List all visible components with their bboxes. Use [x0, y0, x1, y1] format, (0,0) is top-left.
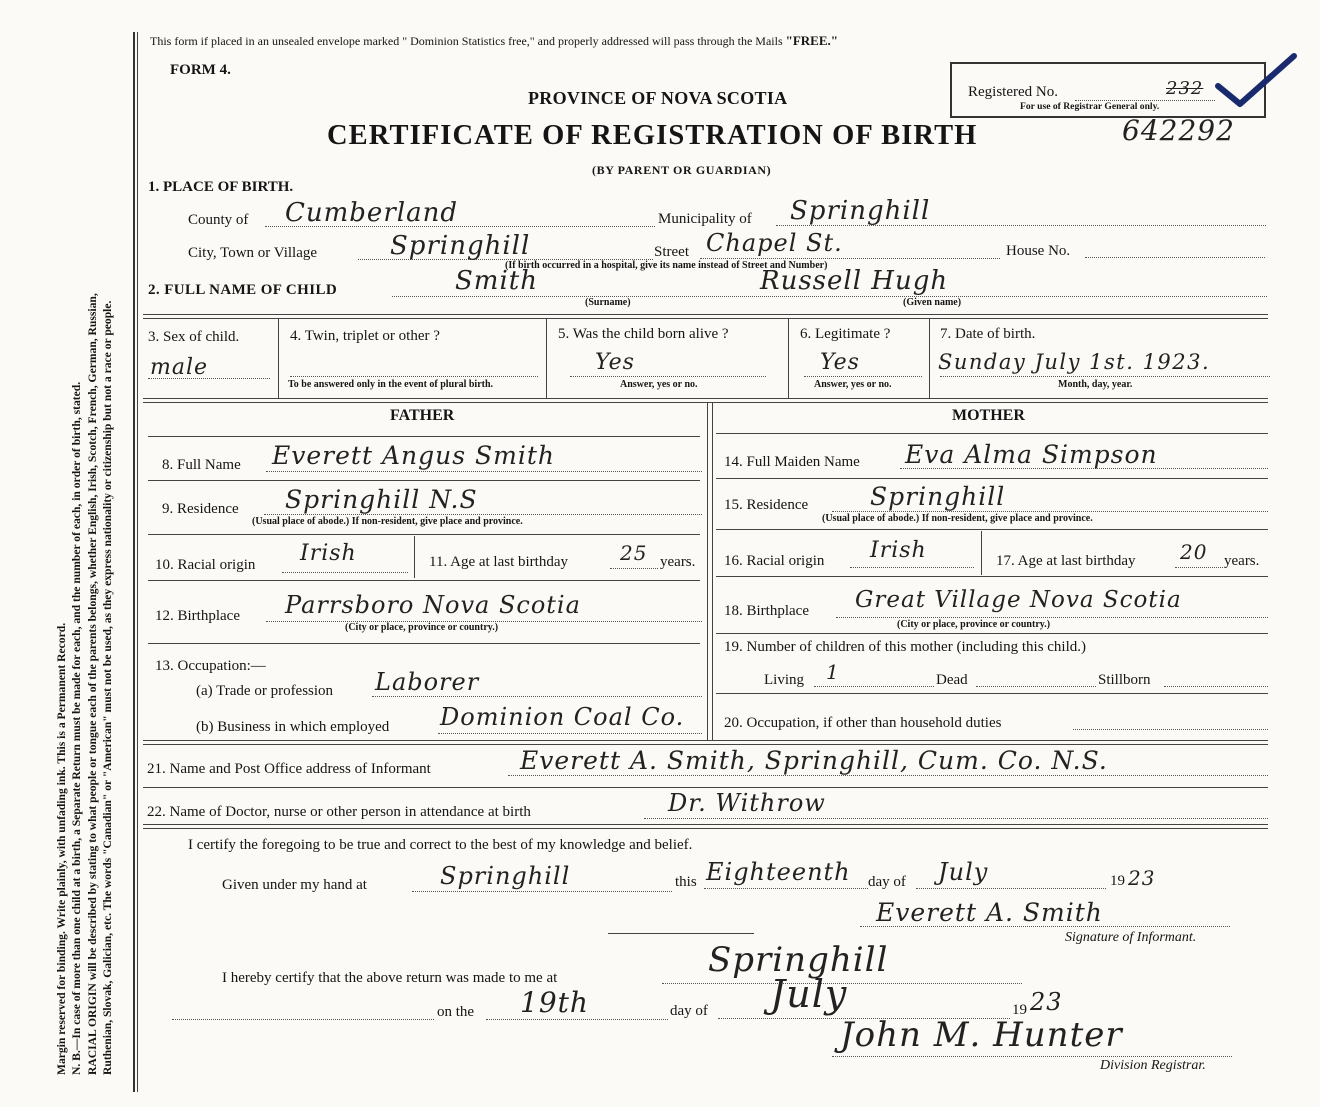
house-number-label: House No.: [1006, 243, 1071, 259]
living-label: Living: [764, 672, 804, 688]
stillborn-label: Stillborn: [1098, 672, 1151, 688]
registration-day-of-label: day of: [670, 1003, 708, 1019]
dob-label: 7. Date of birth.: [940, 326, 1036, 342]
registration-year-prefix: 19: [1012, 1002, 1027, 1018]
province-heading: PROVINCE OF NOVA SCOTIA: [528, 88, 788, 108]
place-of-birth-heading: 1. PLACE OF BIRTH.: [148, 179, 294, 195]
street-label: Street: [654, 244, 689, 260]
child-surname-value: Smith: [455, 266, 538, 296]
mother-age-years: years.: [1224, 553, 1260, 569]
father-birthplace-label: 12. Birthplace: [155, 608, 240, 624]
margin-line-3: RACIAL ORIGIN will be described by stating to what people or tongue each of the parents belongs, whether English, Irish, Scotch, French, German, Russian,: [85, 293, 99, 1075]
informant-value: Everett A. Smith, Springhill, Cum. Co. N.S.: [520, 746, 1108, 775]
registrar-signature: John M. Hunter: [840, 1015, 1123, 1055]
father-residence-value: Springhill N.S: [285, 485, 478, 514]
this-label: this: [675, 874, 697, 890]
informant-label: 21. Name and Post Office address of Informant: [147, 761, 431, 777]
hospital-note: (If birth occurred in a hospital, give its name instead of Street and Number): [505, 260, 828, 271]
business-label: (b) Business in which employed: [196, 719, 390, 735]
born-alive-value: Yes: [595, 350, 635, 375]
mother-birthplace-label: 18. Birthplace: [724, 603, 809, 619]
living-value: 1: [826, 660, 840, 684]
doctor-value: Dr. Withrow: [668, 789, 826, 817]
given-name-note: (Given name): [903, 297, 962, 308]
mother-birthplace-note: (City or place, province or country.): [897, 619, 1051, 630]
mother-race-value: Irish: [870, 538, 927, 563]
municipality-label: Municipality of: [658, 211, 752, 227]
sex-label: 3. Sex of child.: [148, 329, 240, 345]
division-registrar-label: Division Registrar.: [1100, 1058, 1206, 1073]
registration-number: 642292: [1122, 114, 1235, 147]
twin-note: To be answered only in the event of plural birth.: [288, 379, 494, 390]
mother-race-label: 16. Racial origin: [724, 553, 825, 569]
legitimate-value: Yes: [820, 350, 860, 375]
father-age-label: 11. Age at last birthday: [429, 554, 568, 570]
certificate-title: CERTIFICATE OF REGISTRATION OF BIRTH: [327, 120, 978, 151]
given-day-value: Eighteenth: [706, 858, 851, 886]
registration-month-value: July: [770, 972, 848, 1016]
father-name-value: Everett Angus Smith: [272, 441, 555, 470]
registered-label: Registered No.: [968, 84, 1058, 100]
mother-occupation-label: 20. Occupation, if other than household duties: [724, 715, 1002, 731]
twin-label: 4. Twin, triplet or other ?: [290, 328, 440, 344]
mother-age-label: 17. Age at last birthday: [996, 553, 1136, 569]
mother-residence-note: (Usual place of abode.) If non-resident, give place and province.: [822, 513, 1093, 524]
registration-year-value: 23: [1030, 988, 1063, 1016]
trade-value: Laborer: [375, 668, 480, 696]
born-alive-note: Answer, yes or no.: [620, 379, 698, 390]
margin-rule-inner: [137, 32, 138, 1092]
father-age-years: years.: [660, 554, 696, 570]
municipality-value: Springhill: [790, 196, 931, 226]
registered-number-struck: 232: [1166, 78, 1204, 99]
city-value: Springhill: [390, 231, 531, 261]
father-race-label: 10. Racial origin: [155, 557, 256, 573]
margin-line-4: Ruthenian, Slovak, Galician, etc. The words "Canadian" or "American" must not be used, as they express nationality or citizenship but not a race or people.: [100, 300, 114, 1075]
dob-note: Month, day, year.: [1058, 379, 1133, 390]
surname-note: (Surname): [585, 297, 631, 308]
mail-notice-free: "FREE.": [785, 33, 838, 48]
registration-place-value: Springhill: [708, 940, 889, 980]
given-month-value: July: [938, 858, 989, 886]
born-alive-label: 5. Was the child born alive ?: [558, 326, 729, 342]
legitimate-note: Answer, yes or no.: [814, 379, 892, 390]
registration-day-value: 19th: [520, 986, 589, 1019]
county-value: Cumberland: [285, 198, 458, 228]
mother-birthplace-value: Great Village Nova Scotia: [855, 587, 1182, 613]
informant-signature: Everett A. Smith: [876, 898, 1103, 927]
mother-name-label: 14. Full Maiden Name: [724, 454, 860, 470]
legitimate-label: 6. Legitimate ?: [800, 326, 891, 342]
father-name-label: 8. Full Name: [162, 457, 241, 473]
margin-line-1: Margin reserved for binding. Write plainly, with unfading ink. This is a Permanent Record.: [55, 622, 68, 1075]
certificate-subtitle: (BY PARENT OR GUARDIAN): [592, 163, 772, 177]
mother-heading: MOTHER: [952, 407, 1025, 424]
child-given-name-value: Russell Hugh: [760, 266, 949, 296]
father-occupation-label: 13. Occupation:—: [155, 658, 266, 674]
father-race-value: Irish: [300, 541, 357, 566]
given-under-label: Given under my hand at: [222, 877, 367, 893]
given-year-prefix: 19: [1110, 873, 1125, 889]
hereby-certify: I hereby certify that the above return was made to me at: [222, 970, 558, 986]
mother-name-value: Eva Alma Simpson: [905, 440, 1158, 469]
mother-age-value: 20: [1180, 540, 1208, 564]
checkmark-icon: [1210, 52, 1300, 112]
day-of-label: day of: [868, 874, 906, 890]
father-age-value: 25: [620, 541, 648, 565]
children-count-label: 19. Number of children of this mother (including this child.): [724, 639, 1087, 655]
dead-label: Dead: [936, 672, 968, 688]
certify-statement: I certify the foregoing to be true and correct to the best of my knowledge and belief.: [188, 837, 693, 853]
margin-line-2: N. B.—In case of more than one child at a birth, a Separate Return must be made for each, and the number of each, in order of birth, stated.: [70, 381, 84, 1075]
mother-residence-value: Springhill: [870, 482, 1006, 511]
dob-value: Sunday July 1st. 1923.: [938, 350, 1211, 374]
father-birthplace-value: Parrsboro Nova Scotia: [285, 591, 581, 619]
child-name-label: 2. FULL NAME OF CHILD: [148, 282, 338, 298]
father-residence-label: 9. Residence: [162, 501, 239, 517]
given-year-value: 23: [1128, 866, 1156, 890]
street-value: Chapel St.: [706, 229, 843, 257]
mother-residence-label: 15. Residence: [724, 497, 809, 513]
registrar-note: For use of Registrar General only.: [1020, 101, 1160, 112]
on-the-label: on the: [437, 1004, 475, 1020]
county-label: County of: [188, 212, 249, 228]
father-residence-note: (Usual place of abode.) If non-resident, give place and province.: [252, 516, 523, 527]
father-birthplace-note: (City or place, province or country.): [345, 622, 499, 633]
mail-notice: This form if placed in an unsealed envelope marked " Dominion Statistics free," and properly addressed will pass through the Mails "FREE.": [150, 33, 838, 48]
given-place-value: Springhill: [440, 862, 571, 890]
margin-rule: [133, 32, 135, 1092]
city-label: City, Town or Village: [188, 245, 318, 261]
sex-value: male: [150, 355, 209, 380]
margin-notes: [54, 15, 115, 1075]
trade-label: (a) Trade or profession: [196, 683, 334, 699]
signature-of-informant-label: Signature of Informant.: [1065, 930, 1197, 945]
father-heading: FATHER: [390, 407, 455, 424]
business-value: Dominion Coal Co.: [440, 703, 685, 731]
form-number: FORM 4.: [170, 62, 231, 78]
doctor-label: 22. Name of Doctor, nurse or other person in attendance at birth: [147, 804, 531, 820]
